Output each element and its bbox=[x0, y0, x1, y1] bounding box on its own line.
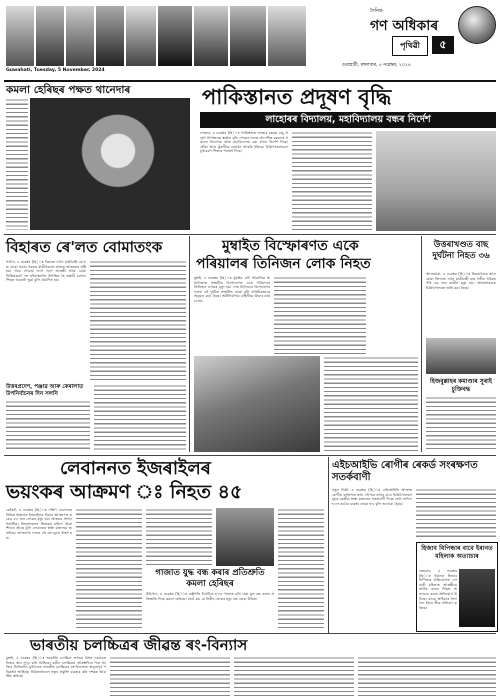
mumbai-body: মুম্বাই, ৪ নৱেম্বৰ (ছি)ঃ মুম্বাইৰ এটা আৱাসিক অট্টালিকাত সংঘটিত বিস্ফোৰণত একে পৰিয়ালৰ তিনিজন লোকৰ মৃত্যু হয়। গেছ চিলিণ্ডাৰ বিস্ফোৰণৰ ফলত এই দুৰ্ঘটনা সংঘটিত হোৱা বুলি প্ৰাথমিকভাৱে অনুমান কৰা হৈছে। অগ্নিনিৰ্বাপক বাহিনীয়ে উদ্ধাৰ কাৰ্য চলায়। bbox=[194, 276, 270, 303]
mumbai-body-2 bbox=[274, 276, 366, 354]
gaza-body: মিচিগান, ৪ নৱেম্বৰ (ছি)ঃ ৰাষ্ট্ৰপতি নিৰ্বাচিত হ'লে গাজাত চলি থকা যুদ্ধ বন্ধ কৰাৰ প্ৰতিশ্ৰুতি দিছে কমলা হেৰিছে। তেওঁ কয় যে নিৰীহ লোকৰ মৃত্যু বন্ধ হোৱা উচিত। bbox=[146, 592, 274, 601]
subhead-pakistan-box bbox=[200, 112, 496, 128]
headline-cinema: ভাৰতীয় চলচ্চিত্ৰৰ জীৱন্ত ৰং-বিন্যাস bbox=[30, 636, 248, 654]
logo-title: গণ অধিকাৰ bbox=[370, 18, 439, 34]
dateline-assamese: গুৱাহাটী, মঙ্গলবাৰ, ৫ নৱেম্বৰ, ২০২৪ bbox=[342, 63, 411, 68]
cinema-body-4 bbox=[358, 656, 496, 696]
headline-hiv: এইচআইভি ৰোগীৰ ৰেকৰ্ড সংৰক্ষণত সতৰ্কবাণী bbox=[332, 460, 478, 483]
globe-icon bbox=[458, 6, 496, 44]
pakistan-body-1: লাহোৰ, ৪ নৱেম্বৰ (ছি)ঃ পাকিস্তানৰ লাহোৰ চহৰত বায়ু প্ৰদূষণ বিপজ্জনক স্তৰলৈ বৃদ্ধি পোৱাৰ ফলত প্ৰাদেশিক চৰকাৰে সকলো বিদ্যালয় আৰু মহাবিদ্যালয় বন্ধ ৰখাৰ নিৰ্দেশ দিছে। ধোঁৱা আৰু কুঁৱলীয়ে চহৰখন আৱৰি ধৰিছে। চিকিৎসকসকলে মুখাৱৰণ পিন্ধাৰ পৰামৰ্শ দিছে। bbox=[200, 131, 288, 154]
portrait-7 bbox=[194, 6, 228, 66]
hijab-box bbox=[416, 542, 498, 632]
rule-v-lebanon bbox=[328, 457, 329, 633]
leader-portraits bbox=[6, 6, 306, 66]
subhead-bihar: উত্তৰপ্ৰদেশ, পঞ্জাৱ আৰু কেৰালাত উপনিৰ্বাচনৰ দিন সলনি bbox=[6, 384, 84, 397]
newspaper-logo bbox=[312, 6, 496, 72]
subhead-uttarakhand: হিজবুল্লাহৰ কমাণ্ডাৰ সুৰাই চুক্তিবদ্ধ bbox=[430, 378, 492, 393]
headline-lebanon-1: লেবাননত ইজৰাইলৰ bbox=[60, 458, 211, 479]
headline-lebanon-2: ভয়ংকৰ আক্ৰমণ ঃ নিহত ৪৫ bbox=[6, 481, 243, 503]
headline-mumbai-1: মুম্বাইত বিস্ফোৰণত একে bbox=[222, 238, 359, 254]
bihar-body-3 bbox=[6, 400, 90, 450]
masthead-rule bbox=[4, 80, 496, 82]
portrait-6 bbox=[158, 6, 192, 66]
rule-3 bbox=[4, 633, 496, 634]
photo-iran-hijab bbox=[459, 569, 495, 627]
kamala-body bbox=[6, 98, 28, 230]
lebanon-body-4 bbox=[278, 508, 324, 630]
portrait-2 bbox=[36, 6, 64, 66]
headline-bihar: বিহাৰত ৰে'লত বোমাতংক bbox=[6, 238, 163, 256]
cinema-body-3 bbox=[234, 656, 354, 696]
bihar-body-2 bbox=[90, 260, 186, 380]
cinema-body: মুম্বাই, ৪ নৱেম্বৰ (ছি)ঃ ভাৰতীয় চলচ্চিত্ৰ জগতে বিশ্বৰ দৰবাৰত নিজৰ স্থান সুদৃঢ় কৰি আহিছে। ৰঙীন চলচ্চিত্ৰৰ আৰম্ভণিৰে পৰা আজিৰ ডিজিটেল যুগলৈকে ভাৰতীয় চলচ্চিত্ৰৰ ৰং-বিন্যাসত অভূতপূৰ্ব পৰিৱৰ্তন আহিছে। নিৰ্মাতাসকলে নতুন প্ৰযুক্তি ব্যৱহাৰ কৰি দৰ্শকক আকৰ্ষিত কৰিছে। bbox=[6, 656, 106, 679]
headline-mumbai-2: পৰিয়ালৰ তিনিজন লোক নিহত bbox=[196, 256, 371, 272]
hiv-body: নতুন দিল্লী, ৪ নৱেম্বৰ (ছি)ঃ এইচআইভি আক্ৰান্ত ৰোগীৰ ব্যক্তিগত তথ্য গোপনে ৰখাৰ বাবে চিকিৎসালয়সমূহক কেন্দ্ৰীয় স্বাস্থ্য মন্ত্ৰালয়ে সতৰ্কবাণী দিছে। তথ্য ফাদিল হ'লে কঠোৰ ব্যৱস্থা লোৱা হ'ব বুলি জনোৱা হৈছে। bbox=[332, 488, 412, 506]
portrait-1 bbox=[6, 6, 34, 66]
lebanon-body-2 bbox=[76, 508, 142, 630]
hiv-body-2 bbox=[416, 488, 496, 540]
masthead bbox=[4, 4, 496, 80]
mumbai-body-3 bbox=[324, 356, 418, 452]
photo-bus-accident bbox=[426, 338, 496, 374]
uttarakhand-body: আলমোৰা, ৪ নৱেম্বৰ (ছি)ঃ উত্তৰাখণ্ডৰ আলমোৰা জিলাত এখন যাত্ৰীবাহী বাছ গভীৰ খাৱৈত পৰি ৩৬ জন যাত্ৰীৰ মৃত্যু হয়। আহতসকলক চিকিৎসালয়ত ভৰ্তি কৰা হৈছে। bbox=[426, 272, 496, 290]
lebanon-body-3 bbox=[146, 508, 212, 566]
photo-kamala-harris bbox=[30, 98, 190, 230]
bihar-body-4 bbox=[94, 384, 186, 450]
uttarakhand-body-2 bbox=[426, 396, 496, 452]
portrait-9 bbox=[268, 6, 306, 66]
portrait-5 bbox=[126, 6, 156, 66]
headline-gaza: গাজাত যুদ্ধ বন্ধ কৰাৰ প্ৰতিশ্ৰুতি কমলা হেৰিছৰ bbox=[155, 568, 265, 589]
headline-pakistan: পাকিস্তানত প্ৰদূষণ বৃদ্ধি bbox=[202, 85, 392, 109]
rule-2 bbox=[4, 455, 496, 456]
lebanon-body: বেইৰুট, ৪ নৱেম্বৰ (ছি)ঃ দক্ষিণ লেবাননৰ বিভিন্ন অঞ্চলত ইজৰাইলৰ বিমান আক্ৰমণত কমেও ৪৫ জন লোকৰ মৃত্যু হয়। আহতৰ সংখ্যা শতাধিক। নিহতসকলৰ ভিতৰত মহিলা আৰু শিশুও আছে বুলি লেবাননৰ স্বাস্থ্য মন্ত্ৰালয়ে জনাইছে। আক্ৰমণৰ ফলত বহু ঘৰ-দুৱাৰ ধ্বংস হয়। bbox=[6, 508, 72, 540]
portrait-3 bbox=[66, 6, 94, 66]
portrait-4 bbox=[96, 6, 124, 66]
section-label-box bbox=[392, 36, 428, 56]
hijab-body: তেহৰান, ৪ নৱেম্বৰ (ছি)ঃ ইৰানত হিজাব নিপিন্ধাৰ অভিযোগত এগৰাকী মহিলাক আৰক্ষীয়ে আটক কৰাৰ পিছত অত্যাচাৰ কৰাৰ অভিযোগ উঠিছে। মানৱ অধিকাৰ সংগঠনে ইয়াৰ তীব্ৰ প্ৰতিবাদ কৰিছে। bbox=[419, 569, 457, 610]
headline-hijab: হিজাব বিপিন্ধাৰ বাবে ইৰানত মহিলাক অত্যাচাৰ bbox=[421, 545, 493, 560]
headline-kamala: কমলা হেৰিছৰ পক্ষত থানেদাৰ bbox=[6, 84, 131, 96]
cinema-body-2 bbox=[110, 656, 230, 696]
page-number-badge bbox=[432, 36, 454, 54]
bihar-body: পাটনা, ৪ নৱেম্বৰ (ছি)ঃ বিহাৰৰ এখন যাত্ৰীবাহী ৰে'লত বোমা থকাৰ খবৰত যাত্ৰীসকলৰ মাজত আতংকৰ সৃষ্টি হয়। খবৰ পোৱাৰ লগে লগে আৰক্ষী আৰু বোমা নিষ্ক্ৰিয়কৰণ দল ঘটনাস্থললৈ উপস্থিত হৈ তল্লাচী চলায়। পিছত খবৰটো ভুৱা বুলি প্ৰমাণিত হয়। bbox=[6, 260, 86, 283]
portrait-8 bbox=[230, 6, 266, 66]
rule-1 bbox=[4, 234, 496, 235]
photo-lahore-smog bbox=[376, 131, 496, 231]
subhead-pakistan: লাহোৰৰ বিদ্যালয়, মহাবিদ্যালয় বন্ধৰ নিৰ্দেশ bbox=[265, 114, 431, 125]
rule-v-mumbai bbox=[421, 236, 422, 452]
pakistan-body-2 bbox=[292, 131, 372, 231]
page-number: ৫ bbox=[439, 38, 447, 51]
photo-mumbai-blast bbox=[194, 356, 320, 452]
logo-prefix: দৈনিক bbox=[370, 8, 383, 14]
headline-uttarakhand: উত্তৰাখণ্ডত বাছ দুৰ্ঘটনা নিহত ৩৬ bbox=[432, 240, 490, 261]
section-label: পৃথিৱী bbox=[400, 41, 420, 50]
dateline-english: Guwahati, Tuesday, 5 November, 2024 bbox=[6, 68, 105, 73]
photo-lebanon-attack bbox=[216, 508, 274, 566]
rule-v-bihar bbox=[189, 236, 190, 452]
